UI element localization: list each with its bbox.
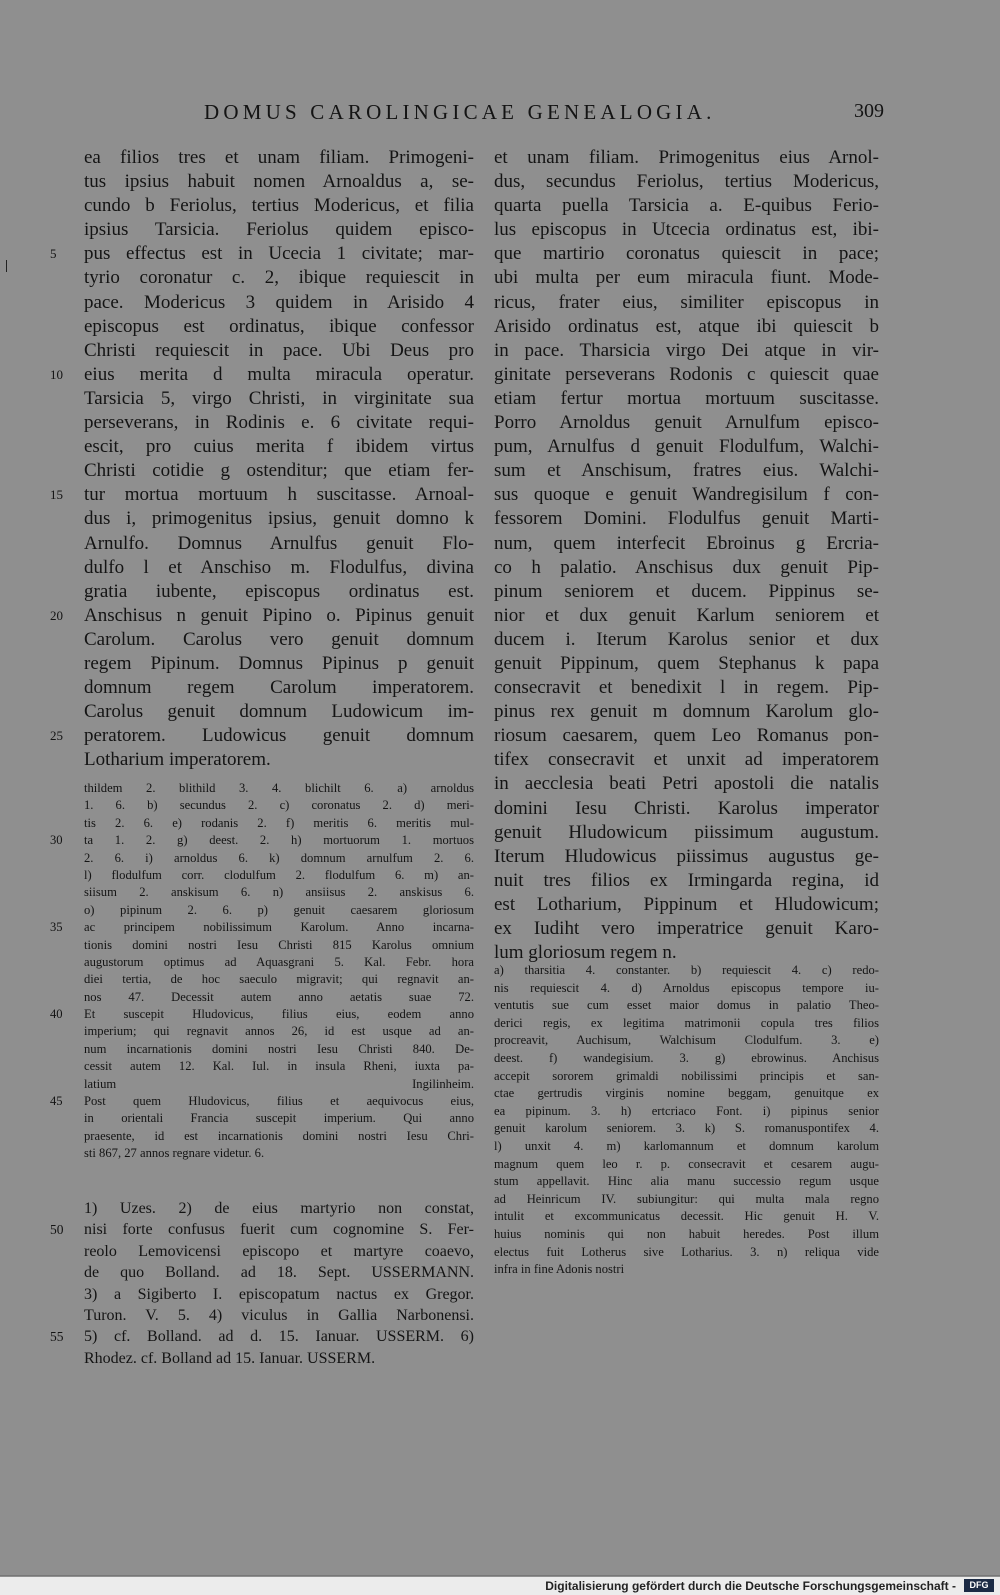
right-column-main-text [494,146,879,965]
text-line [84,194,474,218]
line-number: 30 [50,833,63,848]
footer-bar [0,1577,1000,1595]
text-line [50,1326,474,1347]
line-text: Post quem Hludovicus, filius et aequivocus eius, [84,1094,474,1109]
line-text: in orientali Francia suscepit imperium. Qui anno [84,1111,474,1126]
text-line [84,266,474,290]
text-line: derici regis, ex legitima matrimonii copula tres filios [494,1015,879,1030]
text-line: ad Heinricum IV. subiungitur: qui multa mala regno [494,1191,879,1206]
text-line [84,700,474,724]
line-text: pus effectus est in Ucecia 1 civitate; mar- [84,243,474,265]
text-line: et unam filiam. Primogenitus eius Arnol- [494,147,879,168]
line-text: 1. 6. b) secundus 2. c) coronatus 2. d) meri- [84,798,474,813]
left-column-reference-notes [50,1198,474,1369]
text-line [84,146,474,170]
line-text: Rhodez. cf. Bolland ad 15. Ianuar. USSERM. [84,1349,376,1367]
line-text: eius merita d multa miracula operatur. [84,363,474,385]
text-line [84,989,474,1006]
text-line [50,363,474,387]
text-line [84,902,474,919]
line-text: Anschisus n genuit Pipino o. Pipinus genuit [84,604,474,626]
text-line [84,797,474,814]
text-line [84,435,474,459]
text-line [84,291,474,315]
text-line [84,850,474,867]
text-line: accepit sororem grimaldi nobilissimi principis et san- [494,1068,879,1083]
text-line: lus episcopus in Utcecia ordinatus est, ibi- [494,219,879,241]
text-line [84,1305,474,1326]
line-text: nos 47. Decessit autem anno aetatis suae 72. [84,989,474,1004]
line-text: escit, pro cuius merita f ibidem virtus [84,436,474,458]
line-text: de quo Bolland. ad 18. Sept. USSERMANN. [84,1264,474,1282]
line-text: Arnulfo. Domnus Arnulfus genuit Flo- [84,532,474,554]
line-number: 40 [50,1007,63,1022]
text-line: quarta puella Tarsicia a. E-quibus Ferio- [494,195,879,217]
text-line [84,1128,474,1145]
text-line [50,604,474,628]
left-column-main-text [50,146,474,772]
text-line [84,1198,474,1219]
text-line: genuit Hludowicum piissimum augustum. [494,821,879,843]
text-line: ubi multa per eum miracula fiunt. Mode- [494,267,879,289]
line-text: imperium; qui regnavit annos 26, id est usque ad an- [84,1024,474,1039]
line-text: Christi cotidie g ostenditur; que etiam fer- [84,460,474,482]
text-line [84,459,474,483]
line-text: num incarnationis domini nostri Iesu Christi 840. De- [84,1041,474,1056]
text-line [50,832,474,849]
line-text: nisi forte confusus fuerit cum cognomine S. Fer- [84,1221,474,1239]
page-number: 309 [854,100,884,122]
line-number: 45 [50,1094,63,1109]
text-line: electus fuit Lotherus sive Lotharius. 3. n) reliqua vide [494,1244,879,1259]
text-line [84,676,474,700]
text-line: deest. f) wandegisium. 3. g) ebrowinus. Anchisus [494,1050,879,1065]
line-text: episcopus est ordinatus, ibique confessor [84,315,474,337]
line-text: Turon. V. 5. 4) viculus in Gallia Narbonensi. [84,1306,474,1324]
line-text: praesente, id est incarnationis domini nostri Iesu Chri- [84,1128,474,1143]
text-line [84,815,474,832]
line-number: 15 [50,487,63,503]
line-text: domnum regem Carolum imperatorem. [84,677,474,699]
text-line: stum appellavit. Hinc alia manu successio regum usque [494,1174,879,1189]
text-line [84,556,474,580]
text-line: tifex consecravit et unxit ad imperatorem [494,749,879,771]
line-text: o) pipinum 2. 6. p) genuit caesarem gloriosum [84,902,474,917]
text-line [84,971,474,988]
text-line: nuit tres filios ex Irmingarda regina, id [494,869,879,891]
text-line: que martirio coronatus quiescit in pace; [494,243,879,265]
text-line: huius nominis qui non habuit heredes. Post illum [494,1226,879,1241]
text-line [84,884,474,901]
text-line [84,339,474,363]
text-line [84,411,474,435]
text-line [84,507,474,531]
footer-credit[interactable]: Digitalisierung gefördert durch die Deutsche Forschungsgemeinschaft - [545,1579,956,1593]
running-title: DOMUS CAROLINGICAE GENEALOGIA. [204,100,716,124]
line-text: cundo b Feriolus, tertius Modericus, et filia [84,195,474,217]
text-line [84,1284,474,1305]
text-line [84,937,474,954]
text-line [50,483,474,507]
text-line [50,1006,474,1023]
text-line: ex Iudiht vero imperatrice genuit Karo- [494,918,879,939]
line-text: regem Pipinum. Domnus Pipinus p genuit [84,652,474,674]
text-line: ea pipinum. 3. h) ertcriaco Font. i) pipinus senior [494,1103,879,1118]
text-line: infra in fine Adonis nostri [494,1262,625,1277]
line-text: augustorum optimus ad Aquasgrani 5. Kal. Febr. hora [84,954,474,969]
text-line: ginitate perseverans Rodonis c quiescit quae [494,363,879,385]
text-line [50,242,474,266]
page-header [84,100,884,130]
line-number: 10 [50,366,63,382]
text-line [84,1058,474,1075]
text-line: genuit Pippinum, quem Stephanus k papa [494,652,879,674]
text-line [84,1241,474,1262]
text-line: Arisido ordinatus est, atque ibi quiescit b [494,315,879,337]
text-line: a) tharsitia 4. constanter. b) requiescit 4. c) redo- [494,963,879,977]
line-text: ipsius Tarsicia. Feriolus quidem episco- [84,219,474,241]
text-line: nis requiescit 4. d) Arnoldus episcopus tempore iu- [494,980,879,995]
line-text: siisum 2. anskisum 6. n) ansiisus 2. anskisus 6. [84,885,474,900]
line-text: dus i, primogenitus ipsius, genuit domno k [84,508,474,530]
text-line [84,315,474,339]
line-text: perseverans, in Rodinis e. 6 civitate requi- [84,412,474,434]
line-text: 2. 6. i) arnoldus 6. k) domnum arnulfum 2. 6. [84,850,474,865]
text-line: riosum caesarem, quem Leo Romanus pon- [494,725,879,747]
footer-divider [0,1575,1000,1576]
line-text: latium Ingilinheim. [84,1076,474,1091]
text-line: co h palatio. Anschisus dux genuit Pip- [494,556,879,578]
text-line: dus, secundus Feriolus, tertius Modericus, [494,171,879,193]
text-line: in pace. Tharsicia virgo Dei atque in vir- [494,339,879,361]
line-text: sti 867, 27 annos regnare videtur. 6. [84,1146,265,1161]
line-text: Lotharium imperatorem. [84,749,271,771]
line-text: tyrio coronatur c. 2, ibique requiescit in [84,267,474,289]
text-line: Porro Arnoldus genuit Arnulfum episco- [494,412,879,434]
text-line [84,532,474,556]
line-text: Et suscepit Hludovicus, filius eius, eodem anno [84,1007,474,1022]
line-text: 1) Uzes. 2) de eius martyrio non constat, [84,1200,474,1217]
line-text: Carolus genuit domnum Ludowicum im- [84,701,474,723]
line-number: 5 [50,246,57,262]
text-line: fessorem Domini. Flodulfus genuit Marti- [494,508,879,530]
line-number: 25 [50,728,63,744]
text-line: pinus rex genuit m domnum Karolum glo- [494,701,879,723]
line-text: Tarsicia 5, virgo Christi, in virginitate sua [84,387,474,409]
text-line: magnum quem leo r. p. consecravit et cesarem augu- [494,1156,879,1171]
text-line: lum gloriosum regem n. [494,942,677,964]
text-line [84,1348,474,1369]
line-text: diei tertia, de hoc saeculo migravit; qui regnavit an- [84,972,474,987]
line-text: tur mortua mortuum h suscitasse. Arnoal- [84,484,474,506]
margin-mark [6,260,7,272]
line-text: cessit autem 12. Kal. Iul. in insula Rheni, iuxta pa- [84,1059,474,1074]
line-text: dulfo l et Anschiso m. Flodulfus, divina [84,556,474,578]
left-column-variant-notes [50,780,474,1163]
text-line: genuit karolum seniorem. 3. k) S. romanuspontifex 4. [494,1121,879,1136]
text-line: intulit et excommunicatus decessit. Hic genuit H. V. [494,1209,879,1224]
line-text: gratia iubente, episcopus ordinatus est. [84,580,474,602]
text-line [84,387,474,411]
text-line [84,954,474,971]
text-line: ventutis sue cum esset maior domus in palatio Theo- [494,998,879,1013]
line-text: thildem 2. blithild 3. 4. blichilt 6. a) arnoldus [84,781,474,795]
line-text: ta 1. 2. g) deest. 2. h) mortuorum 1. mortuos [84,833,474,848]
line-text: reolo Lemovicensi episcopo et martyre coaevo, [84,1242,474,1260]
text-line [84,748,474,772]
text-line [84,1262,474,1283]
line-number: 20 [50,607,63,623]
text-line [84,1076,474,1093]
line-text: tionis domini nostri Iesu Christi 815 Karolus omnium [84,937,474,952]
line-text: Christi requiescit in pace. Ubi Deus pro [84,339,474,361]
text-line: l) unxit 4. m) karlomannum et domnum karolum [494,1138,879,1153]
text-line: sum et Anschisum, fratres eius. Walchi- [494,460,879,482]
text-line: Iterum Hludowicus piissimus augustus ge- [494,845,879,867]
line-text: ac principem nobilissimum Karolum. Anno incarna- [84,920,474,935]
line-number: 55 [50,1329,64,1345]
text-line: consecravit et benedixit l in regem. Pip- [494,677,879,699]
text-line: sus quoque e genuit Wandregisilum f con- [494,484,879,506]
text-line [84,1110,474,1127]
text-line: in aecclesia beati Petri apostoli die natalis [494,773,879,795]
text-line [84,1041,474,1058]
dfg-logo[interactable]: DFG [964,1579,994,1592]
text-line [50,919,474,936]
text-line [50,1219,474,1240]
right-column-variant-notes [494,962,879,1279]
text-line [84,218,474,242]
line-text: 3) a Sigiberto I. episcopatum nactus ex Gregor. [84,1285,474,1303]
text-line [84,652,474,676]
line-text: tus ipsius habuit nomen Arnoaldus a, se- [84,171,474,193]
line-number: 50 [50,1222,64,1238]
line-text: tis 2. 6. e) rodanis 2. f) meritis 6. meritis mul- [84,815,474,830]
text-line: nior et dux genuit Karlum seniorem et [494,604,879,626]
text-line: ctae gertrudis virginis nomine beggam, genuitque ex [494,1086,879,1101]
line-text: ea filios tres et unam filiam. Primogeni- [84,147,474,168]
text-line [84,1023,474,1040]
line-text: Carolum. Carolus vero genuit domnum [84,628,474,650]
text-line: procreavit, Auchisum, Walchisum Clodulfum. 3. e) [494,1033,879,1048]
text-line [84,1145,474,1162]
text-line: etiam fertur mortua mortuum suscitasse. [494,387,879,409]
text-line: pinum seniorem et ducem. Pippinus se- [494,580,879,602]
text-line: est Lotharium, Pippinum et Hludowicum; [494,893,879,915]
text-line [84,580,474,604]
text-line: domini Iesu Christi. Karolus imperator [494,797,879,819]
text-line: pum, Arnulfus d genuit Flodulfum, Walchi- [494,436,879,458]
line-text: peratorem. Ludowicus genuit domnum [84,725,474,747]
line-text: l) flodulfum corr. clodulfum 2. flodulfum 6. m) an- [84,867,474,882]
text-line [50,1093,474,1110]
text-line [84,170,474,194]
text-line [50,724,474,748]
line-text: 5) cf. Bolland. ad d. 15. Ianuar. USSERM. 6) [84,1328,474,1346]
line-number: 35 [50,920,63,935]
line-text: pace. Modericus 3 quidem in Arisido 4 [84,291,474,313]
text-line: num, quem interfecit Ebroinus g Ercria- [494,532,879,554]
text-line [84,780,474,797]
text-line [84,867,474,884]
text-line: ricus, frater eius, similiter episcopus in [494,291,879,313]
text-line: ducem i. Iterum Karolus senior et dux [494,628,879,650]
text-line [84,628,474,652]
